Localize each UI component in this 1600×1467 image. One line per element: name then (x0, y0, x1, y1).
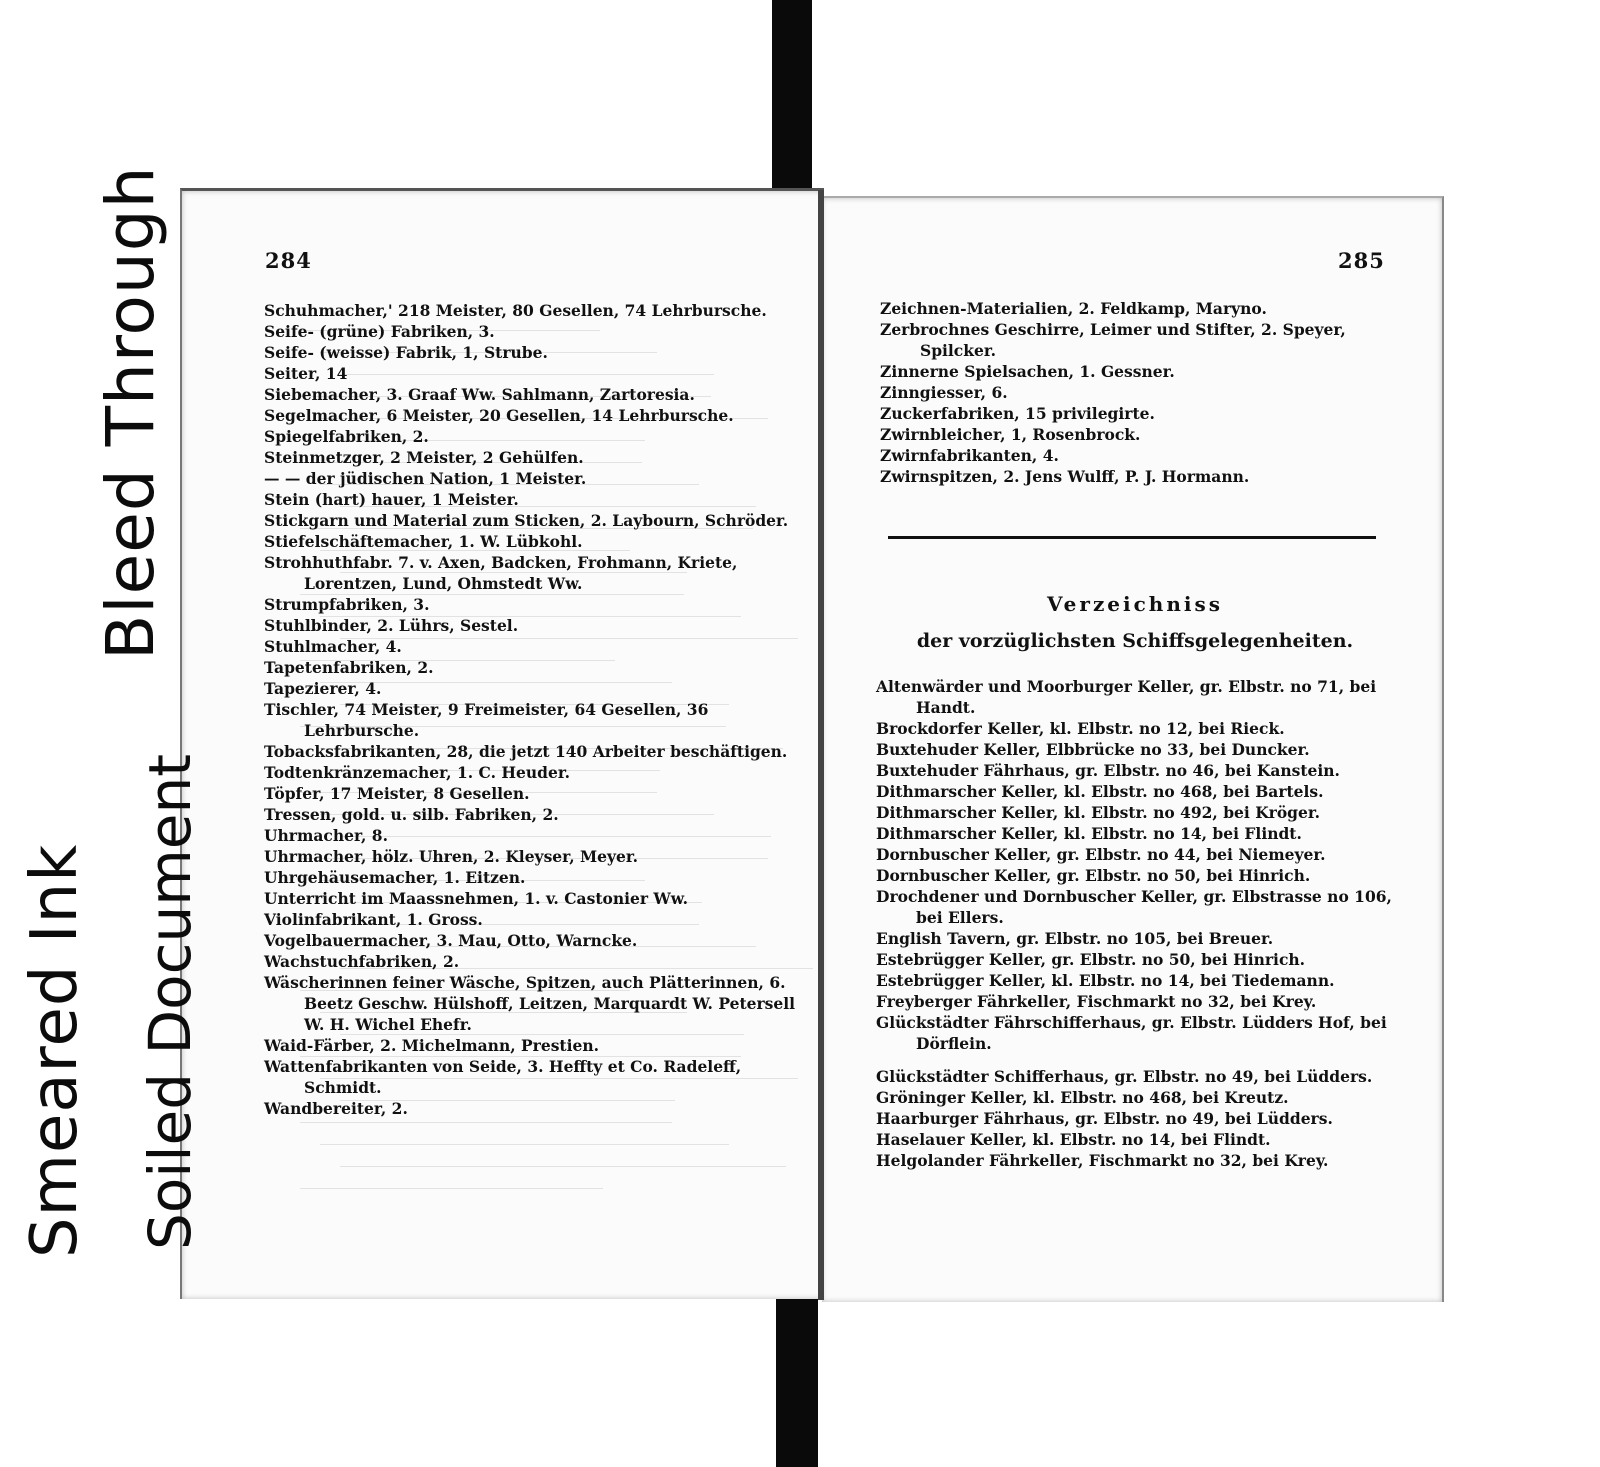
list-item: Zuckerfabriken, 15 privilegirte. (880, 404, 1155, 423)
list-item: Freyberger Fährkeller, Fischmarkt no 32, bei Krey. (876, 992, 1317, 1011)
page-number-right: 285 (1338, 248, 1385, 273)
list-item: Zwirnfabrikanten, 4. (880, 446, 1059, 465)
list-item: Dornbuscher Keller, gr. Elbstr. no 50, bei Hinrich. (876, 866, 1311, 885)
list-item: Dithmarscher Keller, kl. Elbstr. no 492, bei Kröger. (876, 803, 1321, 822)
list-item: English Tavern, gr. Elbstr. no 105, bei Breuer. (876, 929, 1274, 948)
list-item: Segelmacher, 6 Meister, 20 Gesellen, 14 Lehrbursche. (264, 406, 734, 425)
left-page-entries (264, 300, 799, 1119)
list-item: Seife- (weisse) Fabrik, 1, Strube. (264, 343, 548, 362)
label-smeared-ink: Smeared Ink (18, 843, 92, 1258)
section-subtitle: der vorzüglichsten Schiffsgelegenheiten. (916, 630, 1354, 652)
list-item: Strumpfabriken, 3. (264, 595, 430, 614)
list-item: Dornbuscher Keller, gr. Elbstr. no 44, bei Niemeyer. (876, 845, 1326, 864)
list-item: Strohhuthfabr. 7. v. Axen, Badcken, Frohmann, Kriete, Lorentzen, Lund, Ohmstedt Ww. (264, 553, 738, 593)
list-item: Helgolander Fährkeller, Fischmarkt no 32, bei Krey. (876, 1151, 1329, 1170)
list-item: Wattenfabrikanten von Seide, 3. Heffty et Co. Radeleff, Schmidt. (264, 1057, 742, 1097)
bleed-line (300, 1122, 672, 1123)
list-item: Haarburger Fährhaus, gr. Elbstr. no 49, bei Lüdders. (876, 1109, 1333, 1128)
list-item: Steinmetzger, 2 Meister, 2 Gehülfen. (264, 448, 584, 467)
list-item: Uhrmacher, 8. (264, 826, 388, 845)
section-divider (888, 536, 1376, 539)
list-item: — — der jüdischen Nation, 1 Meister. (264, 469, 587, 488)
list-item: Waid-Färber, 2. Michelmann, Prestien. (264, 1036, 599, 1055)
page-number-left: 284 (265, 248, 312, 273)
list-item: Drochdener und Dornbuscher Keller, gr. Elbstrasse no 106, bei Ellers. (876, 887, 1392, 927)
list-item: Tapetenfabriken, 2. (264, 658, 434, 677)
list-item: Siebemacher, 3. Graaf Ww. Sahlmann, Zartoresia. (264, 385, 695, 404)
list-item: Dithmarscher Keller, kl. Elbstr. no 468, bei Bartels. (876, 782, 1324, 801)
list-item: Gröninger Keller, kl. Elbstr. no 468, bei Kreutz. (876, 1088, 1289, 1107)
binder-clip-bottom (776, 1282, 818, 1467)
list-item: Haselauer Keller, kl. Elbstr. no 14, bei Flindt. (876, 1130, 1271, 1149)
list-item: Buxtehuder Keller, Elbbrücke no 33, bei Duncker. (876, 740, 1310, 759)
list-item: Töpfer, 17 Meister, 8 Gesellen. (264, 784, 530, 803)
list-item: Zwirnbleicher, 1, Rosenbrock. (880, 425, 1141, 444)
label-soiled-document: Soiled Document (136, 754, 204, 1250)
list-item: Glückstädter Schifferhaus, gr. Elbstr. no 49, bei Lüdders. (876, 1067, 1373, 1086)
list-item: Todtenkränzemacher, 1. C. Heuder. (264, 763, 570, 782)
bleed-line (320, 1144, 729, 1145)
list-item: Wandbereiter, 2. (264, 1099, 408, 1118)
list-item: Brockdorfer Keller, kl. Elbstr. no 12, bei Rieck. (876, 719, 1285, 738)
list-item: Stiefelschäftemacher, 1. W. Lübkohl. (264, 532, 583, 551)
list-item: Tobacksfabrikanten, 28, die jetzt 140 Arbeiter beschäftigen. (264, 742, 788, 761)
list-item: Stuhlbinder, 2. Lührs, Sestel. (264, 616, 519, 635)
list-item: Uhrgehäusemacher, 1. Eitzen. (264, 868, 526, 887)
list-item: Seiter, 14 (264, 364, 348, 383)
list-item: Zerbrochnes Geschirre, Leimer und Stifter, 2. Speyer, Spilcker. (880, 320, 1346, 360)
list-item: Dithmarscher Keller, kl. Elbstr. no 14, bei Flindt. (876, 824, 1302, 843)
list-item: Zeichnen-Materialien, 2. Feldkamp, Maryno. (880, 299, 1267, 318)
book-gutter (818, 190, 824, 1300)
list-item: Wäscherinnen feiner Wäsche, Spitzen, auch Plätterinnen, 6. Beetz Geschw. Hülshoff, Leitzen, Marquardt W. Petersell W. H. Wichel Ehefr. (264, 973, 795, 1034)
list-item: Wachstuchfabriken, 2. (264, 952, 460, 971)
list-item: Estebrügger Keller, gr. Elbstr. no 50, bei Hinrich. (876, 950, 1306, 969)
bleed-line (300, 1188, 603, 1189)
list-item: Stein (hart) hauer, 1 Meister. (264, 490, 519, 509)
list-item: Zinngiesser, 6. (880, 383, 1008, 402)
list-item: Tischler, 74 Meister, 9 Freimeister, 64 Gesellen, 36 Lehrbursche. (264, 700, 709, 740)
right-page-ship-entries (876, 676, 1396, 1171)
bleed-line (340, 1166, 786, 1167)
section-title: Verzeichniss (1047, 592, 1223, 616)
list-item: Stickgarn und Material zum Sticken, 2. Laybourn, Schröder. (264, 511, 789, 530)
list-item: Violinfabrikant, 1. Gross. (264, 910, 483, 929)
list-item: Glückstädter Fährschifferhaus, gr. Elbstr. Lüdders Hof, bei Dörflein. (876, 1013, 1387, 1053)
list-item: Tressen, gold. u. silb. Fabriken, 2. (264, 805, 559, 824)
list-item: Spiegelfabriken, 2. (264, 427, 429, 446)
list-item: Tapezierer, 4. (264, 679, 382, 698)
list-item: Vogelbauermacher, 3. Mau, Otto, Warncke. (264, 931, 638, 950)
list-item: Zinnerne Spielsachen, 1. Gessner. (880, 362, 1175, 381)
label-bleed-through: Bleed Through (92, 165, 169, 660)
binder-clip-top (772, 0, 812, 198)
list-item: Schuhmacher,' 218 Meister, 80 Gesellen, 74 Lehrbursche. (264, 301, 767, 320)
list-item: Uhrmacher, hölz. Uhren, 2. Kleyser, Meyer. (264, 847, 639, 866)
right-page-top-entries (880, 298, 1390, 487)
list-item: Altenwärder und Moorburger Keller, gr. Elbstr. no 71, bei Handt. (876, 677, 1377, 717)
list-item: Buxtehuder Fährhaus, gr. Elbstr. no 46, bei Kanstein. (876, 761, 1340, 780)
list-item: Unterricht im Maassnehmen, 1. v. Castonier Ww. (264, 889, 688, 908)
list-item: Stuhlmacher, 4. (264, 637, 402, 656)
list-item: Zwirnspitzen, 2. Jens Wulff, P. J. Hormann. (880, 467, 1250, 486)
list-item: Seife- (grüne) Fabriken, 3. (264, 322, 495, 341)
list-item: Estebrügger Keller, kl. Elbstr. no 14, bei Tiedemann. (876, 971, 1335, 990)
